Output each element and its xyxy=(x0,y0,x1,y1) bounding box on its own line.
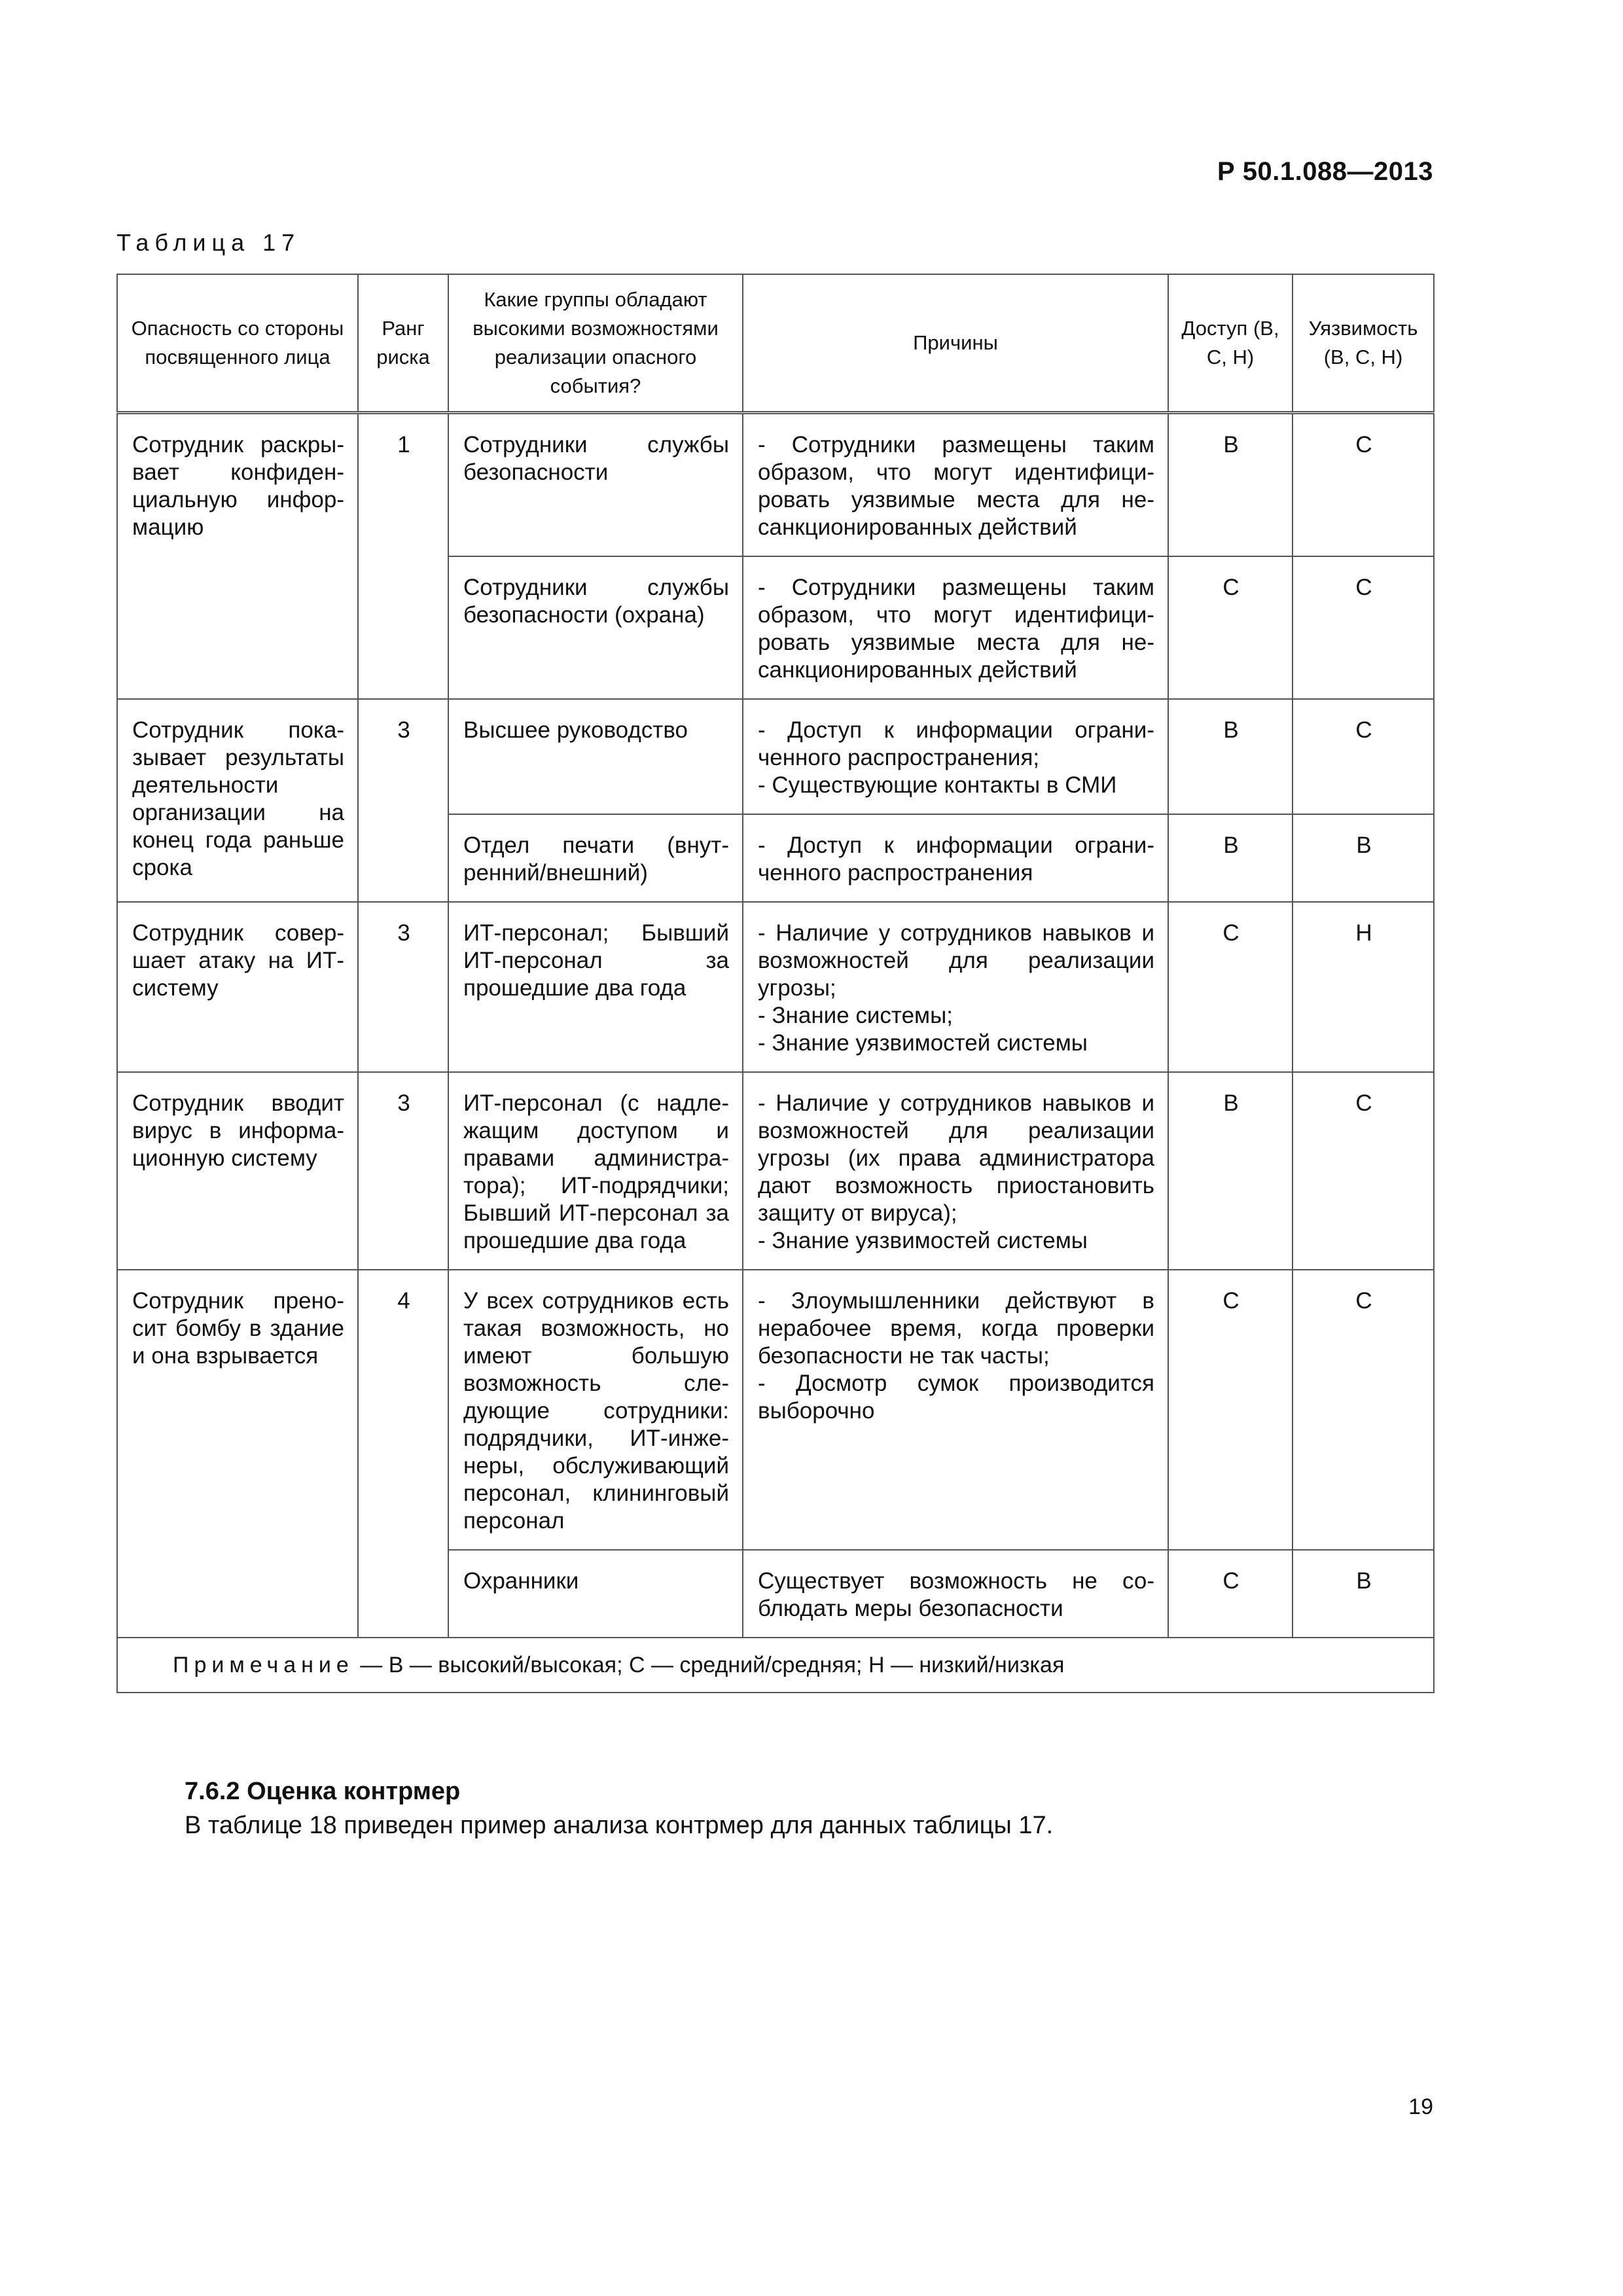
reason-line: - Досмотр сумок производится выборочно xyxy=(758,1371,1154,1424)
threat-cell: Сотрудник преносит бомбу в здание и она взрывается xyxy=(117,1270,358,1638)
groups-cell: У всех сотрудников есть такая возможность, но имеют большую возможность следующие сотрудники: подрядчики, ИТ-инженеры, обслуживающий персонал, клининговый персонал xyxy=(448,1270,743,1550)
column-header-access: Доступ (В, С, Н) xyxy=(1168,274,1293,413)
reason-line: - Знание системы; xyxy=(758,1003,953,1028)
reasons-cell xyxy=(743,413,1168,557)
groups-cell: Охранники xyxy=(448,1550,743,1638)
reason-line: - Злоумышленники действуют в нерабочее время, когда проверки безопасности не так часты; xyxy=(758,1288,1154,1369)
vulnerability-cell: Н xyxy=(1293,902,1434,1072)
vulnerability-cell: С xyxy=(1293,1270,1434,1550)
reason-line: - Знание уязвимостей системы xyxy=(758,1228,1088,1253)
reasons-cell xyxy=(743,1270,1168,1550)
vulnerability-cell: В xyxy=(1293,814,1434,902)
rank-cell: 3 xyxy=(358,902,448,1072)
vulnerability-cell: С xyxy=(1293,1072,1434,1270)
reason-line: Существует возможность не соблюдать меры безопасности xyxy=(758,1568,1154,1621)
column-header-reasons: Причины xyxy=(743,274,1168,413)
groups-cell: Отдел печати (внутренний/внешний) xyxy=(448,814,743,902)
reasons-cell xyxy=(743,1072,1168,1270)
rank-cell: 1 xyxy=(358,413,448,700)
table-row xyxy=(117,1270,1434,1550)
column-header-groups: Какие группы обладают высокими возможностями реализации опасного события? xyxy=(448,274,743,413)
table-caption: Таблица 17 xyxy=(116,229,301,256)
reasons-cell xyxy=(743,1550,1168,1638)
reason-line: - Сотрудники размещены таким образом, что могут идентифицировать уязвимые места для несанкционированных действий xyxy=(758,432,1154,540)
reasons-cell xyxy=(743,902,1168,1072)
rank-cell: 3 xyxy=(358,1072,448,1270)
rank-cell: 4 xyxy=(358,1270,448,1638)
threat-cell: Сотрудник раскрывает конфиденциальную информацию xyxy=(117,413,358,700)
document-code: Р 50.1.088—2013 xyxy=(1217,157,1433,186)
groups-cell: Сотрудники службы безопасности xyxy=(448,413,743,557)
table-row xyxy=(117,413,1434,557)
groups-cell: Высшее руководство xyxy=(448,699,743,814)
access-cell: С xyxy=(1168,1270,1293,1550)
table-row xyxy=(117,1072,1434,1270)
reason-line: - Доступ к информации ограниченного распространения; xyxy=(758,717,1154,770)
access-cell: В xyxy=(1168,1072,1293,1270)
reason-line: - Наличие у сотрудников навыков и возможностей для реализации угрозы (их права администратора дают возможность приостановить защиту от вируса); xyxy=(758,1090,1154,1226)
threat-cell: Сотрудник показывает результаты деятельности организации на конец года раньше срока xyxy=(117,699,358,902)
groups-cell: ИТ-персонал (с надлежащим доступом и правами администратора); ИТ-подрядчики; Бывший ИТ-персонал за прошедшие два года xyxy=(448,1072,743,1270)
vulnerability-cell: С xyxy=(1293,699,1434,814)
note-text: — В — высокий/высокая; С — средний/средняя; Н — низкий/низкая xyxy=(353,1653,1065,1677)
vulnerability-cell: С xyxy=(1293,413,1434,557)
threat-cell: Сотрудник вводит вирус в информационную систему xyxy=(117,1072,358,1270)
groups-cell: Сотрудники службы безопасности (охрана) xyxy=(448,556,743,699)
access-cell: С xyxy=(1168,556,1293,699)
reasons-cell xyxy=(743,699,1168,814)
access-cell: С xyxy=(1168,1550,1293,1638)
reasons-cell xyxy=(743,814,1168,902)
access-cell: В xyxy=(1168,814,1293,902)
reason-line: - Существующие контакты в СМИ xyxy=(758,772,1117,798)
table-row xyxy=(117,902,1434,1072)
risk-table xyxy=(116,274,1435,1693)
note-label: Примечание xyxy=(173,1653,354,1677)
table-note-row xyxy=(117,1638,1434,1693)
access-cell: В xyxy=(1168,413,1293,557)
reasons-cell xyxy=(743,556,1168,699)
reason-line: - Сотрудники размещены таким образом, что могут идентифицировать уязвимые места для несанкционированных действий xyxy=(758,575,1154,683)
column-header-threat: Опасность со стороны посвященного лица xyxy=(117,274,358,413)
table-header-row xyxy=(117,274,1434,413)
section-heading: 7.6.2 Оценка контрмер xyxy=(185,1778,461,1805)
reason-line: - Знание уязвимостей системы xyxy=(758,1030,1088,1056)
access-cell: В xyxy=(1168,699,1293,814)
vulnerability-cell: В xyxy=(1293,1550,1434,1638)
table-row xyxy=(117,699,1434,814)
table-note xyxy=(117,1638,1434,1693)
access-cell: С xyxy=(1168,902,1293,1072)
rank-cell: 3 xyxy=(358,699,448,902)
reason-line: - Доступ к информации ограниченного распространения xyxy=(758,833,1154,886)
reason-line: - Наличие у сотрудников навыков и возможностей для реализации угрозы; xyxy=(758,920,1154,1001)
column-header-vulnerability: Уязвимость (В, С, Н) xyxy=(1293,274,1434,413)
threat-cell: Сотрудник совершает атаку на ИТ-систему xyxy=(117,902,358,1072)
vulnerability-cell: С xyxy=(1293,556,1434,699)
column-header-rank: Ранг риска xyxy=(358,274,448,413)
section-paragraph: В таблице 18 приведен пример анализа контрмер для данных таблицы 17. xyxy=(185,1812,1054,1839)
page-number: 19 xyxy=(1408,2094,1433,2119)
groups-cell: ИТ-персонал; Бывший ИТ-персонал за прошедшие два года xyxy=(448,902,743,1072)
